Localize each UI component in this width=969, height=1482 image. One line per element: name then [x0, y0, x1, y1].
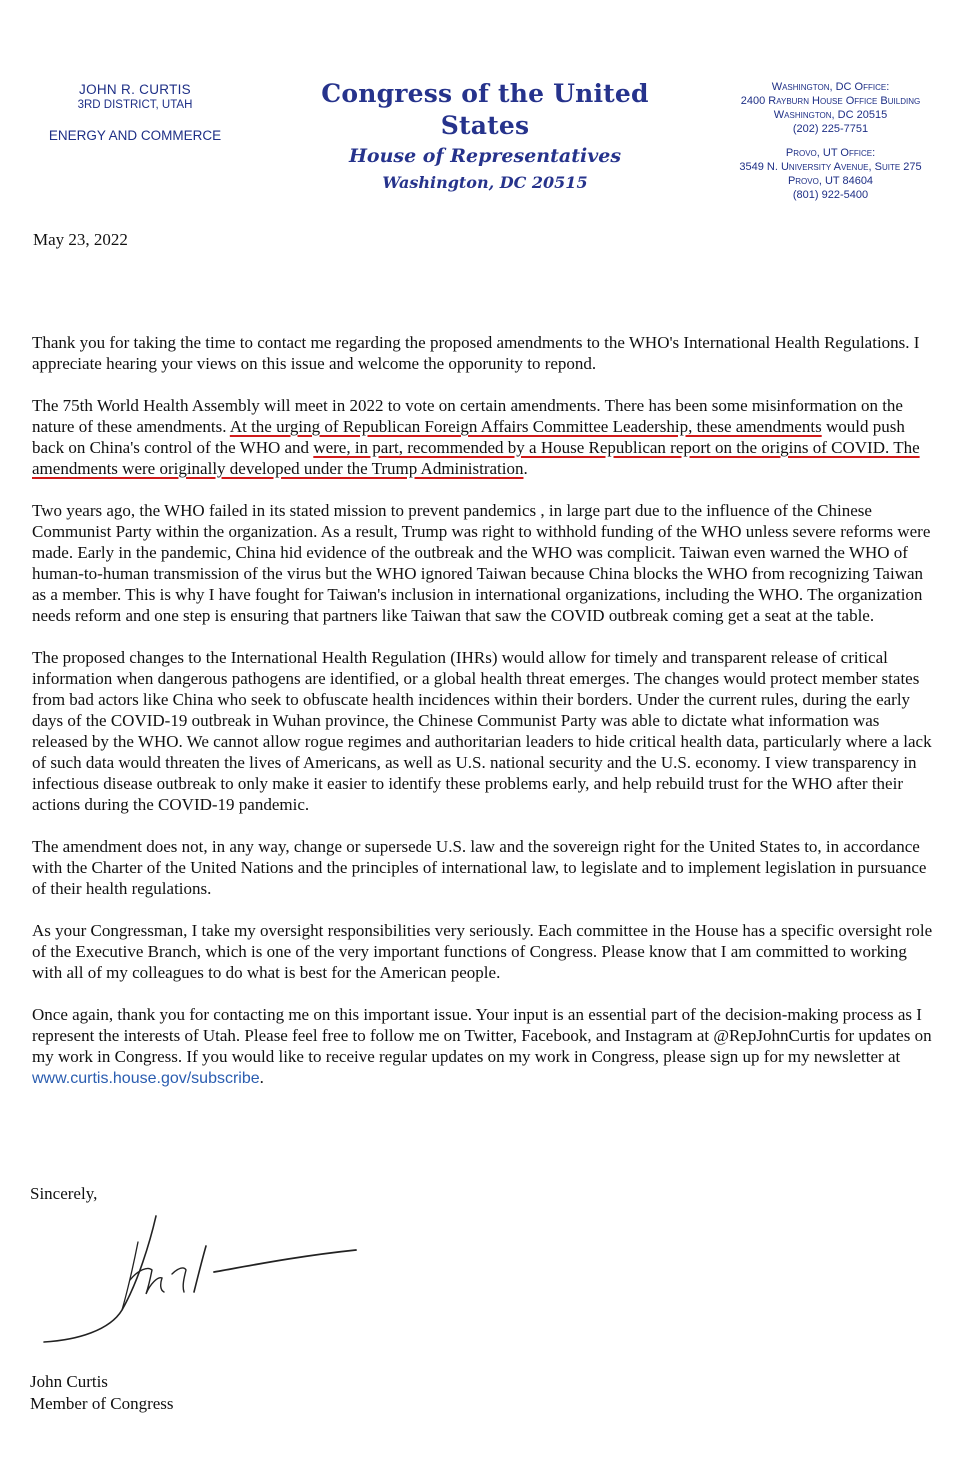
member-committee: ENERGY AND COMMERCE: [48, 128, 222, 143]
letterhead-center: [300, 78, 670, 196]
paragraph-2-end: .: [523, 459, 528, 478]
paragraph-1: Thank you for taking the time to contact me regarding the proposed amendments to the WHO's International Health Regulations. I appreciate hearing your views on this issue and welcome the opporunity to repond.: [32, 333, 920, 373]
letterhead-city: Washington, DC 20515: [382, 173, 588, 192]
underlined-text-2: were, in part, recommended by a House Republican report on the origins of COVID. The amendments were originally developed under the Trump Administration: [32, 438, 920, 478]
paragraph-2: [32, 395, 937, 479]
member-name: JOHN R. CURTIS: [79, 82, 191, 97]
paragraph-7-end: .: [259, 1068, 264, 1087]
house-title: House of Representatives: [348, 145, 622, 167]
provo-address: 3549 N. University Avenue, Suite 275: [739, 161, 922, 173]
dc-phone: (202) 225-7751: [792, 123, 869, 135]
letter-date: May 23, 2022: [33, 230, 128, 249]
letterhead-offices: [728, 80, 933, 202]
letter-body: [32, 332, 937, 1110]
closing-salutation: Sincerely,: [30, 1184, 98, 1203]
congress-title: Congress of the United States: [321, 79, 649, 140]
letterhead-left: [30, 82, 240, 144]
member-district: 3RD DISTRICT, UTAH: [77, 99, 193, 111]
provo-city: Provo, UT 84604: [787, 175, 874, 187]
dc-office-label: Washington, DC Office:: [771, 81, 890, 93]
provo-office-label: Provo, UT Office:: [785, 147, 876, 159]
provo-phone: (801) 922-5400: [792, 189, 869, 201]
paragraph-4: The proposed changes to the International Health Regulation (IHRs) would allow for timely and transparent release of critical information when dangerous pathogens are identified, or a global health threat emerges. The changes would protect member states from bad actors like China who seek to obfuscate health incidences within their borders. Under the current rules, during the early days of the COVID-19 outbreak in Wuhan province, the Chinese Communist Party was able to dictate what information was released by the WHO. We cannot allow rogue regimes and authoritarian leaders to hide critical health data, particularly where a lack of such data would threaten the lives of Americans, as well as U.S. national security and the U.S. economy. I view transparency in infectious disease outbreak to only make it easier to identify these problems early, and help rebuild trust for the WHO after their actions during the COVID-19 pandemic.: [32, 648, 932, 814]
dc-address: 2400 Rayburn House Office Building: [740, 95, 921, 107]
paragraph-5: The amendment does not, in any way, change or supersede U.S. law and the sovereign right for the United States to, in accordance with the Charter of the United Nations and the principles of international law, to legislate and to implement legislation in pursuance of their health regulations.: [32, 837, 927, 898]
paragraph-7: [32, 1004, 937, 1089]
paragraph-2-text: would push back on China's control of the WHO and: [32, 417, 905, 457]
paragraph-3: Two years ago, the WHO failed in its stated mission to prevent pandemics , in large part due to the influence of the Chinese Communist Party within the organization. As a result, Trump was right to withhold funding of the WHO unless severe reforms were made. Early in the pandemic, China hid evidence of the outbreak and the WHO was complicit. Taiwan even warned the WHO of human-to-human transmission of the virus but the WHO ignored Taiwan because China blocks the WHO from recognizing Taiwan as a member. This is why I have fought for Taiwan's inclusion in international organizations, including the WHO. The organization needs reform and one step is ensuring that partners like Taiwan that saw the COVID outbreak coming get a seat at the table.: [32, 501, 931, 625]
paragraph-6: As your Congressman, I take my oversight responsibilities very seriously. Each committee in the House has a specific oversight role of the Executive Branch, which is one of the very important functions of Congress. Please know that I am committed to working with all of my colleagues to do what is best for the American people.: [32, 921, 933, 982]
signer-title: Member of Congress: [30, 1394, 174, 1413]
signature: [38, 1212, 368, 1344]
underlined-text-1: At the urging of Republican Foreign Affairs Committee Leadership, these amendments: [229, 417, 822, 436]
subscribe-link[interactable]: www.curtis.house.gov/subscribe: [32, 1070, 260, 1087]
dc-city: Washington, DC 20515: [773, 109, 888, 121]
paragraph-7-text: Once again, thank you for contacting me on this important issue. Your input is an essential part of the decision-making process as I represent the interests of Utah. Please feel free to follow me on Twitter, Facebook, and Instagram at @RepJohnCurtis for updates on my work in Congress. If you would like to receive regular updates on my work in Congress, please sign up for my newsletter at: [32, 1005, 932, 1066]
signer-name: John Curtis: [30, 1372, 108, 1391]
paragraph-2-text: The 75th World Health Assembly will meet in 2022 to vote on certain amendments. There has been some misinformation on the nature of these amendments.: [32, 396, 903, 436]
